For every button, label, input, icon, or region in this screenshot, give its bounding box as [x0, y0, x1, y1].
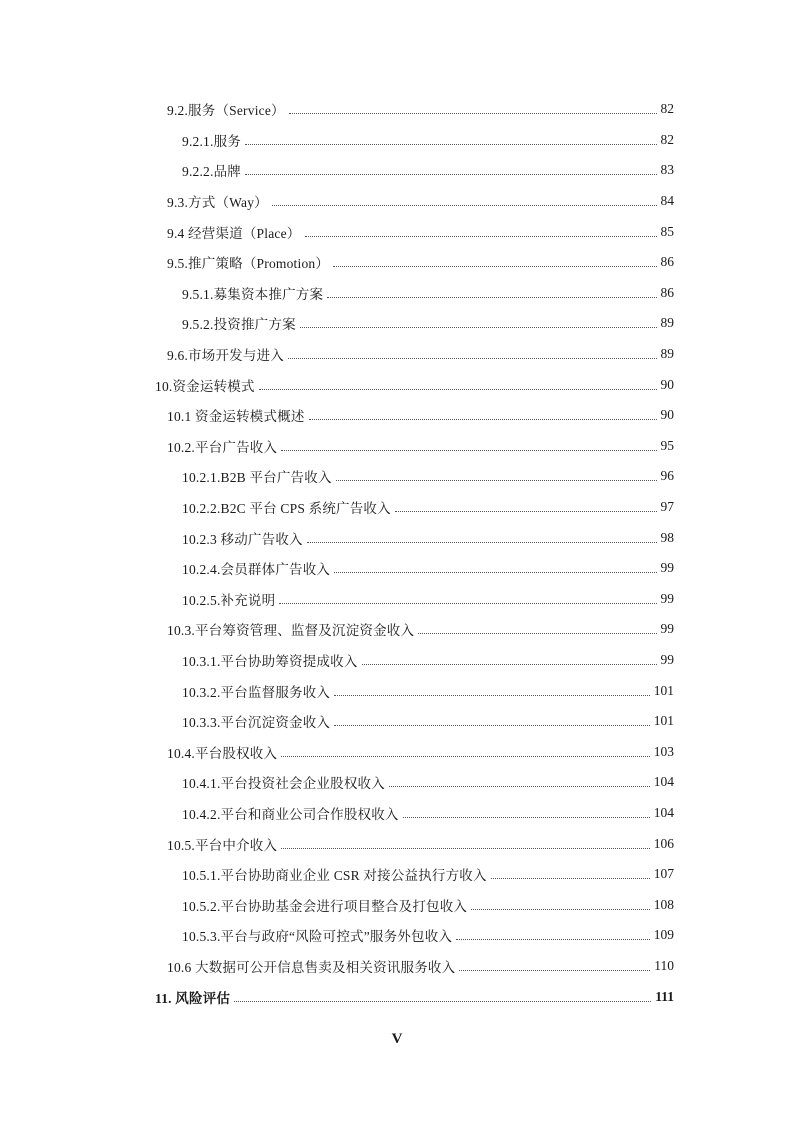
toc-entry[interactable] — [0, 798, 794, 829]
page-number: V — [391, 1031, 403, 1047]
dot-leader — [305, 235, 657, 237]
toc-entry-title: 10.3.2.平台监督服务收入 — [182, 684, 331, 700]
dot-leader — [334, 571, 656, 573]
toc-entry[interactable] — [0, 951, 794, 982]
toc-entry-page-number: 90 — [660, 407, 674, 423]
toc-entry-title: 9.2.服务（Service） — [167, 103, 285, 119]
toc-entry[interactable] — [0, 889, 794, 920]
dot-leader — [459, 969, 650, 971]
toc-entry-page-number: 110 — [654, 957, 674, 973]
dot-leader — [389, 785, 650, 787]
toc-entry[interactable] — [0, 431, 794, 462]
toc-entry[interactable] — [0, 828, 794, 859]
toc-entry[interactable] — [0, 584, 794, 615]
toc-entry-title: 9.2.1.服务 — [182, 133, 241, 149]
toc-entry[interactable] — [0, 247, 794, 278]
toc-entry[interactable] — [0, 981, 794, 1012]
toc-entry-page-number: 96 — [660, 468, 674, 484]
toc-entry-page-number: 107 — [653, 866, 674, 882]
dot-leader — [259, 388, 657, 390]
toc-entry[interactable] — [0, 736, 794, 767]
toc-entry-page-number: 99 — [660, 621, 674, 637]
dot-leader — [279, 602, 656, 604]
toc-entry-page-number: 89 — [660, 346, 674, 362]
dot-leader — [336, 479, 657, 481]
toc-entry[interactable] — [0, 522, 794, 553]
toc-entry-page-number: 86 — [660, 284, 674, 300]
toc-entry[interactable] — [0, 400, 794, 431]
toc-entry-page-number: 109 — [653, 927, 674, 943]
dot-leader — [288, 357, 657, 359]
dot-leader — [234, 1000, 651, 1002]
toc-entry[interactable] — [0, 155, 794, 186]
toc-entry-page-number: 99 — [660, 590, 674, 606]
dot-leader — [334, 694, 650, 696]
dot-leader — [281, 449, 656, 451]
toc-entry[interactable] — [0, 492, 794, 523]
toc-entry-page-number: 97 — [660, 499, 674, 515]
toc-entry[interactable] — [0, 706, 794, 737]
toc-entry-title: 9.6.市场开发与进入 — [167, 348, 284, 364]
toc-entry[interactable] — [0, 553, 794, 584]
toc-entry-title: 10.2.1.B2B 平台广告收入 — [182, 470, 332, 486]
toc-entry-page-number: 85 — [660, 223, 674, 239]
dot-leader — [281, 847, 650, 849]
toc-entry-title: 10.3.1.平台协助筹资提成收入 — [182, 653, 358, 669]
toc-entry[interactable] — [0, 645, 794, 676]
toc-entry-title: 10.4.2.平台和商业公司合作股权收入 — [182, 806, 399, 822]
toc-entry[interactable] — [0, 461, 794, 492]
toc-entry[interactable] — [0, 125, 794, 156]
toc-entry-title: 10.3.3.平台沉淀资金收入 — [182, 715, 331, 731]
toc-entry-page-number: 86 — [660, 254, 674, 270]
toc-entry[interactable] — [0, 920, 794, 951]
toc-entry-title: 10.1 资金运转模式概述 — [167, 409, 305, 425]
toc-entry[interactable] — [0, 614, 794, 645]
toc-entry[interactable] — [0, 369, 794, 400]
dot-leader — [456, 938, 650, 940]
toc-entry-title: 10.5.3.平台与政府“风险可控式”服务外包收入 — [182, 929, 453, 945]
dot-leader — [309, 418, 657, 420]
toc-entry-title: 9.5.1.募集资本推广方案 — [182, 286, 324, 302]
toc-entry-title: 10.2.4.会员群体广告收入 — [182, 562, 331, 578]
toc-entry-page-number: 103 — [653, 743, 674, 759]
toc-entry-page-number: 89 — [660, 315, 674, 331]
toc-entry-title: 10.2.3 移动广告收入 — [182, 531, 303, 547]
toc-entry-title: 10.4.1.平台投资社会企业股权收入 — [182, 776, 385, 792]
toc-entry[interactable] — [0, 308, 794, 339]
dot-leader — [395, 510, 657, 512]
dot-leader — [418, 632, 656, 634]
toc-entry-page-number: 104 — [653, 804, 674, 820]
dot-leader — [289, 112, 657, 114]
toc-entry-title: 9.2.2.品牌 — [182, 164, 241, 180]
toc-entry-title: 10.5.2.平台协助基金会进行项目整合及打包收入 — [182, 898, 468, 914]
toc-entry-title: 10.6 大数据可公开信息售卖及相关资讯服务收入 — [167, 959, 456, 975]
toc-entry-title: 9.4 经营渠道（Place） — [167, 225, 301, 241]
toc-entry[interactable] — [0, 767, 794, 798]
toc-entry-page-number: 99 — [660, 651, 674, 667]
toc-entry[interactable] — [0, 675, 794, 706]
toc-entry-page-number: 83 — [660, 162, 674, 178]
dot-leader — [362, 663, 657, 665]
dot-leader — [491, 877, 650, 879]
toc-entry[interactable] — [0, 216, 794, 247]
toc-entry-page-number: 84 — [660, 193, 674, 209]
toc-entry[interactable] — [0, 339, 794, 370]
dot-leader — [333, 265, 656, 267]
dot-leader — [281, 755, 650, 757]
toc-entry[interactable] — [0, 94, 794, 125]
dot-leader — [334, 724, 650, 726]
dot-leader — [403, 816, 650, 818]
toc-entry-title: 9.5.2.投资推广方案 — [182, 317, 296, 333]
dot-leader — [307, 541, 657, 543]
toc-entry-page-number: 98 — [660, 529, 674, 545]
toc-entry-title: 10.5.1.平台协助商业企业 CSR 对接公益执行方收入 — [182, 868, 487, 884]
toc-entry-title: 11. 风险评估 — [155, 990, 231, 1006]
dot-leader — [300, 326, 657, 328]
toc-entry-page-number: 101 — [653, 713, 674, 729]
toc-entry-page-number: 90 — [660, 376, 674, 392]
toc-entry-title: 10.2.2.B2C 平台 CPS 系统广告收入 — [182, 501, 391, 517]
table-of-contents — [0, 94, 794, 1012]
toc-entry[interactable] — [0, 186, 794, 217]
toc-entry-page-number: 111 — [655, 988, 674, 1004]
toc-entry-title: 10.3.平台筹资管理、监督及沉淀资金收入 — [167, 623, 415, 639]
toc-entry-title: 10.4.平台股权收入 — [167, 745, 278, 761]
toc-entry-title: 10.2.5.补充说明 — [182, 592, 276, 608]
toc-entry-page-number: 104 — [653, 774, 674, 790]
dot-leader — [272, 204, 657, 206]
toc-entry-title: 9.3.方式（Way） — [167, 195, 268, 211]
toc-entry-page-number: 106 — [653, 835, 674, 851]
dot-leader — [327, 296, 656, 298]
toc-entry-title: 10.5.平台中介收入 — [167, 837, 278, 853]
toc-entry-page-number: 82 — [660, 101, 674, 117]
toc-entry-page-number: 95 — [660, 437, 674, 453]
toc-entry[interactable] — [0, 859, 794, 890]
dot-leader — [245, 143, 657, 145]
toc-entry-page-number: 99 — [660, 560, 674, 576]
toc-entry-title: 10.资金运转模式 — [155, 378, 255, 394]
toc-entry[interactable] — [0, 278, 794, 309]
dot-leader — [471, 908, 650, 910]
toc-entry-page-number: 108 — [653, 896, 674, 912]
toc-entry-title: 9.5.推广策略（Promotion） — [167, 256, 330, 272]
toc-entry-page-number: 101 — [653, 682, 674, 698]
dot-leader — [245, 173, 657, 175]
toc-entry-title: 10.2.平台广告收入 — [167, 439, 278, 455]
toc-entry-page-number: 82 — [660, 131, 674, 147]
